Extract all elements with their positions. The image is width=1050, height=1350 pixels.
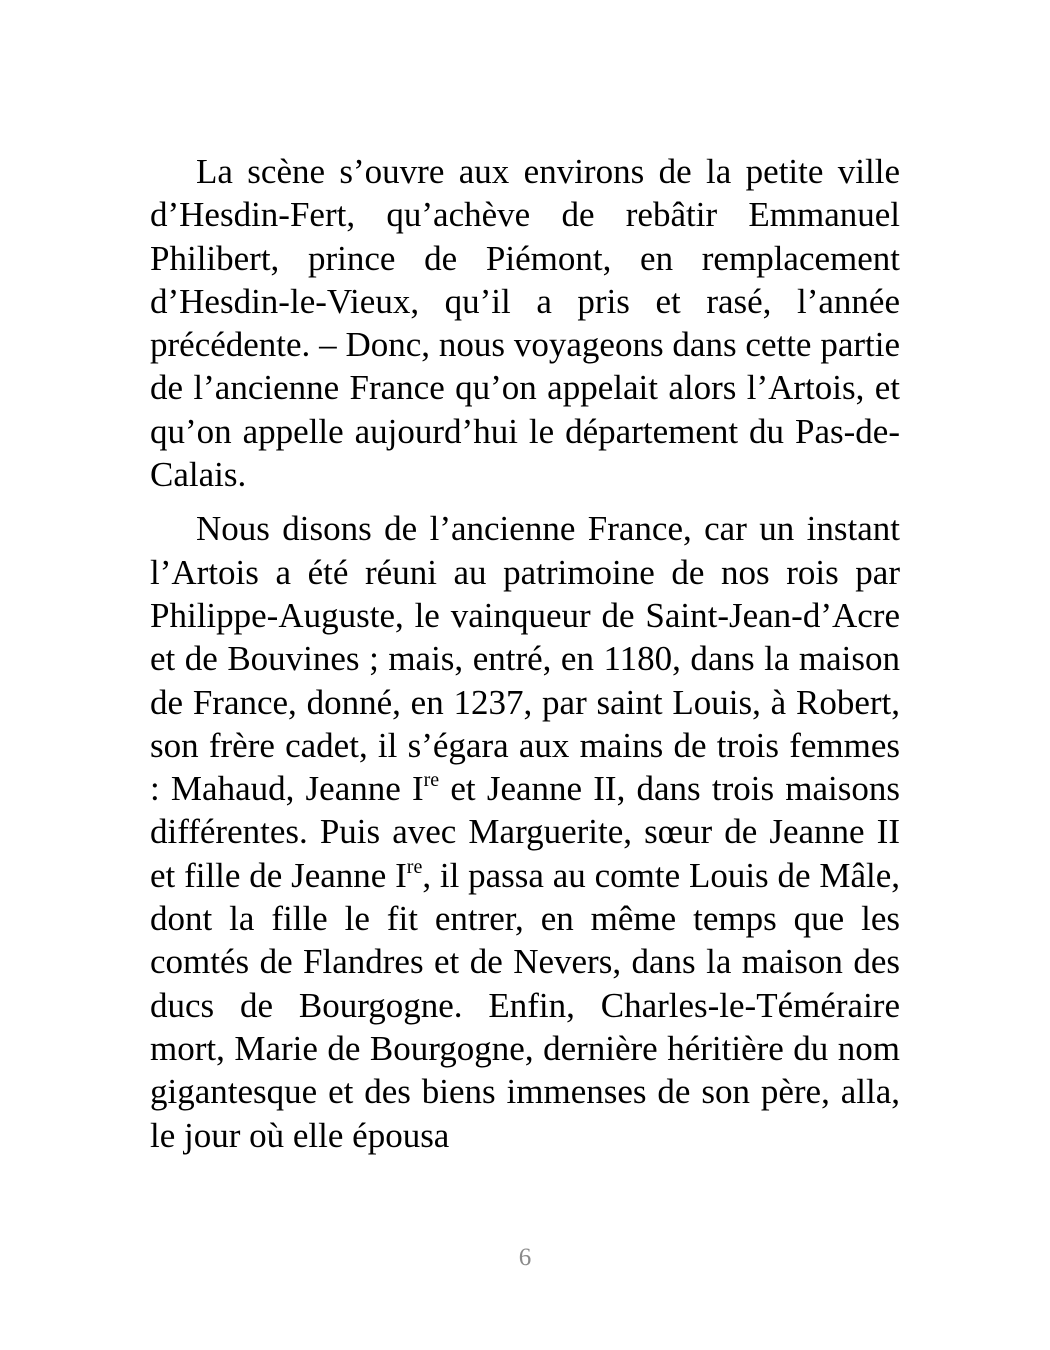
paragraph-2-text-part-1: Nous disons de l’ancienne France, car un instant l’Artois a été réuni au patrimoine de nos rois par Philippe-Auguste, le vainqueur de Saint-Jean-d’Acre et de Bouvines ; mais, entré, en 1180, dans la maison de France, donné, en 1237, par saint Louis, à Robert, son frère cadet, il s’égara aux mains de trois femmes : Mahaud, Jeanne I <box>150 509 900 809</box>
paragraph-2-text-part-2: et Jeanne II, dans trois maisons différentes. Puis avec Marguerite, sœur de Jeanne II et fille de Jeanne I <box>150 769 901 895</box>
paragraph-1 <box>150 150 900 496</box>
paragraph-2 <box>150 507 900 1156</box>
page-number: 6 <box>518 1244 532 1271</box>
paragraph-2-text-part-3: , il passa au comte Louis de Mâle, dont la fille le fit entrer, en même temps que les comtés de Flandres et de Nevers, dans la maison des ducs de Bourgogne. Enfin, Charles-le-Téméraire mort, Marie de Bourgogne, dernière héritière du nom gigantesque et des biens immenses de son père, alla, le jour où elle épousa <box>150 855 900 1155</box>
superscript-ordinal: re <box>406 855 423 878</box>
superscript-ordinal: re <box>423 769 440 792</box>
body-text <box>150 150 900 1157</box>
paragraph-1-text: La scène s’ouvre aux environs de la petite ville d’Hesdin-Fert, qu’achève de rebâtir Emmanuel Philibert, prince de Piémont, en remplacement d’Hesdin-le-Vieux, qu’il a pris et rasé, l’année précédente. – Donc, nous voyageons dans cette partie de l’ancienne France qu’on appelait alors l’Artois, et qu’on appelle aujourd’hui le département du Pas-de-Calais. <box>150 152 900 495</box>
